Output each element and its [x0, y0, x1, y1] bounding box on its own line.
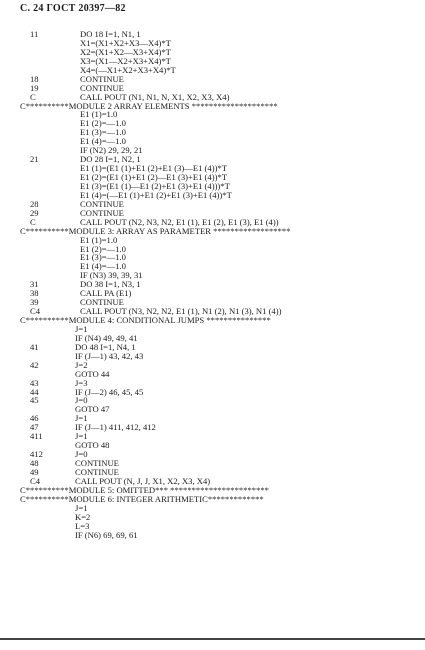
- statement-text: CALL POUT (N3, N2, N2, E1 (1), N1 (2), N1 (3), N1 (4)): [80, 306, 282, 317]
- statement-text: CONTINUE: [80, 82, 124, 93]
- code-line: [0, 441, 425, 450]
- statement-text: E1 (3)=—1.0: [80, 127, 126, 138]
- statement-label: C: [30, 216, 36, 227]
- statement-text: CALL POUT (N1, N1, N, X1, X2, X3, X4): [80, 91, 230, 102]
- code-line: [0, 245, 425, 254]
- code-line: [0, 495, 425, 504]
- statement-label: 49: [30, 466, 39, 477]
- statement-text: X3=(X1—X2+X3+X4)*T: [80, 55, 171, 66]
- statement-text: CONTINUE: [80, 297, 124, 308]
- code-line: [0, 352, 425, 361]
- code-line: [0, 450, 425, 459]
- statement-text: E1 (3)=—1.0: [80, 252, 126, 263]
- statement-label: 46: [30, 413, 39, 424]
- code-line: [0, 128, 425, 137]
- comment-line-text: C**********MODULE 4: CONDITIONAL JUMPS ***************: [20, 315, 271, 325]
- statement-text: CONTINUE: [75, 466, 119, 477]
- statement-label: 11: [30, 29, 39, 39]
- code-line: [0, 468, 425, 477]
- statement-text: J=1: [75, 431, 88, 442]
- statement-text: L=3: [75, 520, 90, 531]
- code-line: [0, 191, 425, 200]
- statement-text: J=1: [75, 502, 88, 513]
- statement-label: 411: [30, 431, 43, 442]
- code-line: [0, 504, 425, 513]
- statement-text: J=2: [75, 359, 88, 370]
- statement-text: CONTINUE: [80, 207, 124, 218]
- comment-line-text: C**********MODULE 3: ARRAY AS PARAMETER ******************: [20, 225, 291, 236]
- statement-text: E1 (4)=(—E1 (1)+E1 (2)+E1 (3)+E1 (4))*T: [80, 189, 232, 200]
- statement-text: DO 28 I=1, N2, 1: [80, 154, 141, 165]
- statement-text: CALL POUT (N2, N3, N2, E1 (1), E1 (2), E1 (3), E1 (4)): [80, 216, 279, 227]
- statement-text: DO 48 I=1, N4, 1: [75, 341, 136, 352]
- code-listing: [0, 30, 425, 539]
- code-line: [0, 227, 425, 236]
- statement-text: CONTINUE: [80, 73, 124, 84]
- statement-text: GOTO 48: [75, 440, 110, 451]
- code-line: [0, 119, 425, 128]
- statement-text: J=3: [75, 377, 88, 388]
- code-line: [0, 405, 425, 414]
- statement-label: 41: [30, 341, 39, 352]
- statement-label: 19: [30, 82, 39, 93]
- statement-text: DO 38 I=1, N3, 1: [80, 279, 141, 290]
- statement-label: 44: [30, 386, 39, 397]
- statement-text: E1 (2)=(E1 (1)+E1 (2)—E1 (3)+E1 (4))*T: [80, 172, 227, 182]
- statement-text: IF (J—1) 43, 42, 43: [75, 350, 144, 361]
- statement-label: 43: [30, 377, 39, 388]
- statement-text: J=0: [75, 449, 88, 460]
- statement-text: DO 18 I=1, N1, 1: [80, 29, 141, 39]
- statement-text: GOTO 44: [75, 368, 110, 379]
- statement-text: E1 (4)=—1.0: [80, 136, 126, 147]
- comment-line-text: C**********MODULE 6: INTEGER ARITHMETIC*************: [20, 493, 264, 504]
- comment-line-text: C**********MODULE 5: OMITTED*** ***********************: [20, 484, 269, 495]
- code-line: [0, 343, 425, 352]
- code-line: [0, 379, 425, 388]
- statement-text: X2=(X1+X2—X3+X4)*T: [80, 46, 171, 57]
- statement-label: 31: [30, 279, 39, 290]
- code-line: [0, 361, 425, 370]
- statement-text: IF (N4) 49, 49, 41: [75, 332, 138, 343]
- statement-label: 45: [30, 395, 39, 406]
- statement-label: 42: [30, 359, 39, 370]
- statement-text: CALL POUT (N, J, J, X1, X2, X3, X4): [75, 475, 211, 486]
- statement-text: E1 (2)=—1.0: [80, 118, 126, 129]
- statement-text: E1 (1)=1.0: [80, 109, 118, 120]
- statement-text: E1 (2)=—1.0: [80, 243, 126, 254]
- code-line: [0, 75, 425, 84]
- code-line: [0, 253, 425, 262]
- code-line: [0, 30, 425, 39]
- statement-label: 39: [30, 297, 39, 308]
- statement-text: IF (J—2) 46, 45, 45: [75, 386, 144, 397]
- statement-text: X4=(—X1+X2+X3+X4)*T: [80, 64, 176, 75]
- statement-text: E1 (1)=1.0: [80, 234, 118, 245]
- statement-label: 29: [30, 207, 39, 218]
- statement-label: 47: [30, 422, 39, 433]
- statement-text: IF (J—1) 411, 412, 412: [75, 422, 156, 433]
- code-line: [0, 102, 425, 111]
- code-line: [0, 370, 425, 379]
- statement-text: J=0: [75, 395, 88, 406]
- statement-text: J=1: [75, 413, 88, 424]
- statement-text: IF (N6) 69, 69, 61: [75, 529, 138, 540]
- statement-text: IF (N3) 39, 39, 31: [80, 270, 143, 281]
- code-line: [0, 262, 425, 271]
- statement-label: 18: [30, 73, 39, 84]
- code-line: [0, 531, 425, 540]
- comment-line-text: C**********MODULE 2 ARRAY ELEMENTS ********************: [20, 100, 278, 111]
- code-line: [0, 236, 425, 245]
- page-header: С. 24 ГОСТ 20397—82: [20, 3, 126, 14]
- code-line: [0, 459, 425, 468]
- statement-text: J=1: [75, 323, 88, 334]
- statement-text: CALL PA (E1): [80, 288, 132, 299]
- code-line: [0, 48, 425, 57]
- code-line: [0, 200, 425, 209]
- statement-text: E1 (3)=(E1 (1)—E1 (2)+E1 (3)+E1 (4)))*T: [80, 180, 230, 191]
- code-line: [0, 57, 425, 66]
- code-line: [0, 137, 425, 146]
- code-line: [0, 388, 425, 397]
- code-line: [0, 396, 425, 405]
- code-line: [0, 289, 425, 298]
- code-line: [0, 39, 425, 48]
- code-line: [0, 316, 425, 325]
- statement-text: K=2: [75, 511, 91, 522]
- statement-label: C4: [30, 306, 41, 317]
- statement-label: 38: [30, 288, 39, 299]
- statement-text: IF (N2) 29, 29, 21: [80, 145, 143, 156]
- statement-label: 21: [30, 154, 39, 165]
- code-line: [0, 325, 425, 334]
- code-line: [0, 414, 425, 423]
- code-line: [0, 432, 425, 441]
- code-line: [0, 280, 425, 289]
- statement-text: X1=(X1+X2+X3—X4)*T: [80, 37, 171, 48]
- code-line: [0, 110, 425, 119]
- statement-label: 412: [30, 449, 43, 460]
- statement-label: C4: [30, 475, 41, 486]
- code-line: [0, 513, 425, 522]
- statement-label: C: [30, 91, 36, 102]
- statement-label: 48: [30, 458, 39, 468]
- statement-label: 28: [30, 198, 39, 209]
- bottom-rule: [0, 638, 425, 640]
- statement-text: E1 (4)=—1.0: [80, 261, 126, 272]
- code-line: [0, 522, 425, 531]
- code-line: [0, 66, 425, 75]
- statement-text: GOTO 47: [75, 404, 110, 415]
- statement-text: CONTINUE: [75, 458, 119, 468]
- code-line: [0, 334, 425, 343]
- code-line: [0, 423, 425, 432]
- statement-text: E1 (1)=(E1 (1)+E1 (2)+E1 (3)—E1 (4))*T: [80, 163, 227, 174]
- code-line: [0, 146, 425, 155]
- code-line: [0, 271, 425, 280]
- statement-text: CONTINUE: [80, 198, 124, 209]
